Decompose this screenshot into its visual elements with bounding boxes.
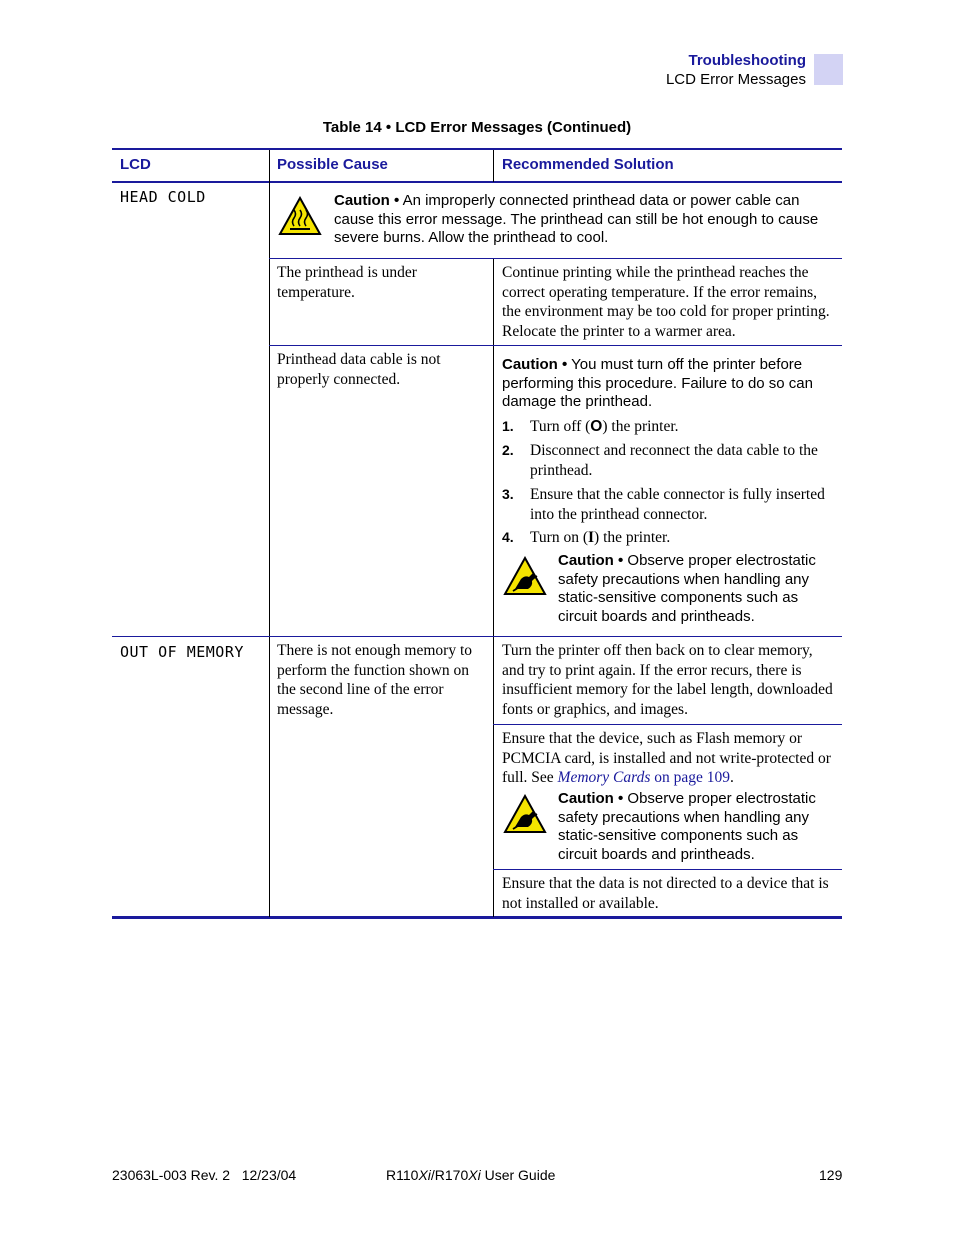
col-header-solution: Recommended Solution <box>502 156 674 173</box>
hot-caution-note: Caution • An improperly connected printhead data or power cable can cause this error message. The printhead can still be hot enough to cause severe burns. Allow the printhead to cool. <box>334 192 819 246</box>
footer-guide-title: R110Xi/R170Xi User Guide <box>386 1167 556 1183</box>
esd-caution-note: Caution • Observe proper electrostatic safety precautions when handling any static-sensitive components such as circuit boards and printheads. <box>558 790 816 863</box>
step-text: Turn on (I) the printer. <box>530 529 671 546</box>
col-divider-1 <box>269 150 270 917</box>
chapter-tab <box>814 54 843 85</box>
step-text: Disconnect and reconnect the data cable to the printhead. <box>530 442 818 479</box>
row-rule <box>269 258 842 259</box>
solution-check-device: Ensure that the device, such as Flash memory or PCMCIA card, is installed and not write-protected or full. See Memory Cards on page 109. <box>502 730 831 786</box>
col-divider-2-row1 <box>493 258 494 636</box>
col-divider-2-row2 <box>493 637 494 917</box>
step-number: 3. <box>502 486 514 502</box>
cause-under-temperature: The printhead is under temperature. <box>277 264 417 301</box>
turn-off-caution-note: Caution • You must turn off the printer before performing this procedure. Failure to do so can damage the printhead. <box>502 356 813 410</box>
section-subtitle: LCD Error Messages <box>665 71 806 88</box>
footer-page-number: 129 <box>819 1167 843 1183</box>
table-top-rule <box>112 148 842 150</box>
esd-warning-icon <box>503 794 547 839</box>
esd-warning-icon <box>503 556 547 601</box>
solution-check-destination: Ensure that the data is not directed to a device that is not installed or available. <box>502 875 829 912</box>
solution-under-temperature: Continue printing while the printhead reaches the correct operating temperature. If the error remains, the environment may be too cold for proper printing. Relocate the printer to a warmer area. <box>502 264 830 340</box>
row-rule <box>493 869 842 870</box>
header-bottom-rule <box>112 181 842 183</box>
solution-restart-printer: Turn the printer off then back on to clear memory, and try to print again. If the error recurs, there is insufficient memory for the label length, downloaded fonts or graphics, and images. <box>502 642 833 718</box>
memory-cards-link[interactable]: Memory Cards on page 109 <box>557 769 731 786</box>
esd-caution-note: Caution • Observe proper electrostatic safety precautions when handling any static-sensitive components such as circuit boards and printheads. <box>558 552 816 625</box>
lcd-message-out-of-memory: OUT OF MEMORY <box>120 643 244 661</box>
step-number: 4. <box>502 529 514 545</box>
step-number: 1. <box>502 418 514 434</box>
table-caption: Table 14 • LCD Error Messages (Continued) <box>322 119 632 136</box>
col-divider-2-head <box>493 150 494 182</box>
row-rule <box>493 724 842 725</box>
cause-not-enough-memory: There is not enough memory to perform the function shown on the second line of the error message. <box>277 642 472 718</box>
section-title: Troubleshooting <box>688 52 806 69</box>
step-text: Turn off (O) the printer. <box>530 418 679 435</box>
row-rule <box>269 345 842 346</box>
hot-surface-warning-icon <box>278 196 322 241</box>
footer-doc-number: 23063L-003 Rev. 2 12/23/04 <box>112 1167 297 1183</box>
step-number: 2. <box>502 442 514 458</box>
step-text: Ensure that the cable connector is fully inserted into the printhead connector. <box>530 486 825 523</box>
row-rule <box>112 636 842 637</box>
col-header-lcd: LCD <box>120 156 151 173</box>
col-header-cause: Possible Cause <box>277 156 388 173</box>
lcd-message-head-cold: HEAD COLD <box>120 188 206 206</box>
table-bottom-rule <box>112 916 842 919</box>
cause-cable-not-connected: Printhead data cable is not properly connected. <box>277 351 441 388</box>
